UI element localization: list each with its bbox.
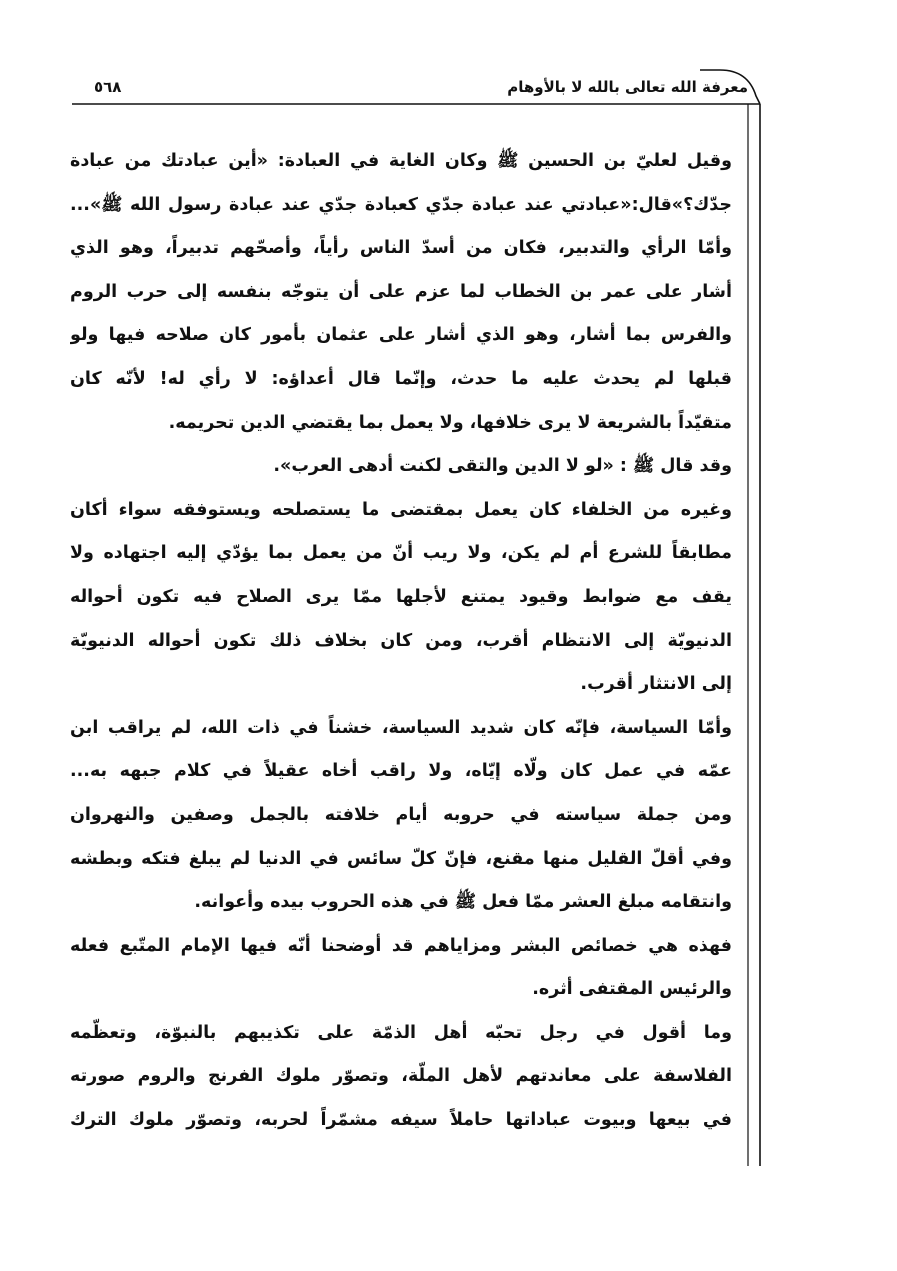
text-line: فهذه هي خصائص البشر ومزاياهم قد أوضحنا أنّه فيها الإمام المتّبع فعله	[70, 935, 732, 956]
text-line: في بيعها وبيوت عباداتها حاملاً سيفه مشمّراً لحربه، وتصوّر ملوك الترك	[70, 1110, 732, 1131]
text-line: الدنيويّة إلى الانتظام أقرب، ومن كان بخلاف ذلك تكون أحواله الدنيويّة	[70, 630, 732, 651]
text-line: مطابقاً للشرع أم لم يكن، ولا ريب أنّ من يعمل بما يؤدّي إليه اجتهاده ولا	[70, 543, 732, 564]
text-line: وأمّا السياسة، فإنّه كان شديد السياسة، خشناً في ذات الله، لم يراقب ابن	[70, 717, 732, 738]
text-line: وقد قال ﷺ : «لو لا الدين والتقى لكنت أدهى العرب».	[273, 456, 732, 477]
text-line: أشار على عمر بن الخطاب لما عزم على أن يتوجّه بنفسه إلى حرب الروم	[70, 281, 732, 302]
text-line: عمّه في عمل كان ولّاه إيّاه، ولا راقب أخاه عقيلاً في كلام جبهه به...	[70, 761, 732, 782]
page-number: ٥٦٨	[94, 78, 122, 96]
text-line: والرئيس المقتفى أثره.	[532, 979, 732, 1000]
running-header	[72, 70, 772, 106]
text-line: إلى الانتثار أقرب.	[580, 674, 732, 695]
text-line: وفي أقلّ القليل منها مقنع، فإنّ كلّ سائس في الدنيا لم يبلغ فتكه وبطشه	[70, 848, 732, 869]
text-line: يقف مع ضوابط وقيود يمتنع لأجلها ممّا يرى الصلاح فيه تكون أحواله	[70, 586, 732, 607]
text-line: وانتقامه مبلغ العشر ممّا فعل ﷺ في هذه الحروب بيده وأعوانه.	[194, 892, 732, 913]
text-line: وما أقول في رجل تحبّه أهل الذمّة على تكذيبهم بالنبوّة، وتعظّمه	[70, 1022, 732, 1043]
running-title: معرفة الله تعالى بالله لا بالأوهام	[507, 78, 748, 96]
text-line: وغيره من الخلفاء كان يعمل بمقتضى ما يستصلحه ويستوفقه سواء أكان	[70, 499, 732, 520]
text-line: ومن جملة سياسته في حروبه أيام خلافته بالجمل وصفين والنهروان	[70, 804, 732, 825]
text-line: متقيّداً بالشريعة لا يرى خلافها، ولا يعمل بما يقتضي الدين تحريمه.	[168, 412, 732, 433]
text-line: الفلاسفة على معاندتهم لأهل الملّة، وتصوّر ملوك الفرنج والروم صورته	[70, 1066, 732, 1087]
text-line: جدّك؟»قال:«عبادتي عند عبادة جدّي كعبادة جدّي عند عبادة رسول الله ﷺ»...	[70, 194, 732, 215]
text-line: والفرس بما أشار، وهو الذي أشار على عثمان بأمور كان صلاحه فيها ولو	[70, 325, 732, 346]
text-line: وأمّا الرأي والتدبير، فكان من أسدّ الناس رأياً، وأصحّهم تدبيراً، وهو الذي	[70, 238, 732, 259]
text-line: قبلها لم يحدث عليه ما حدث، وإنّما قال أعداؤه: لا رأي له! لأنّه كان	[70, 368, 732, 389]
body-text	[70, 140, 732, 1143]
text-line: وقيل لعليّ بن الحسين ﷺ وكان الغاية في العبادة: «أين عبادتك من عبادة	[70, 151, 732, 171]
